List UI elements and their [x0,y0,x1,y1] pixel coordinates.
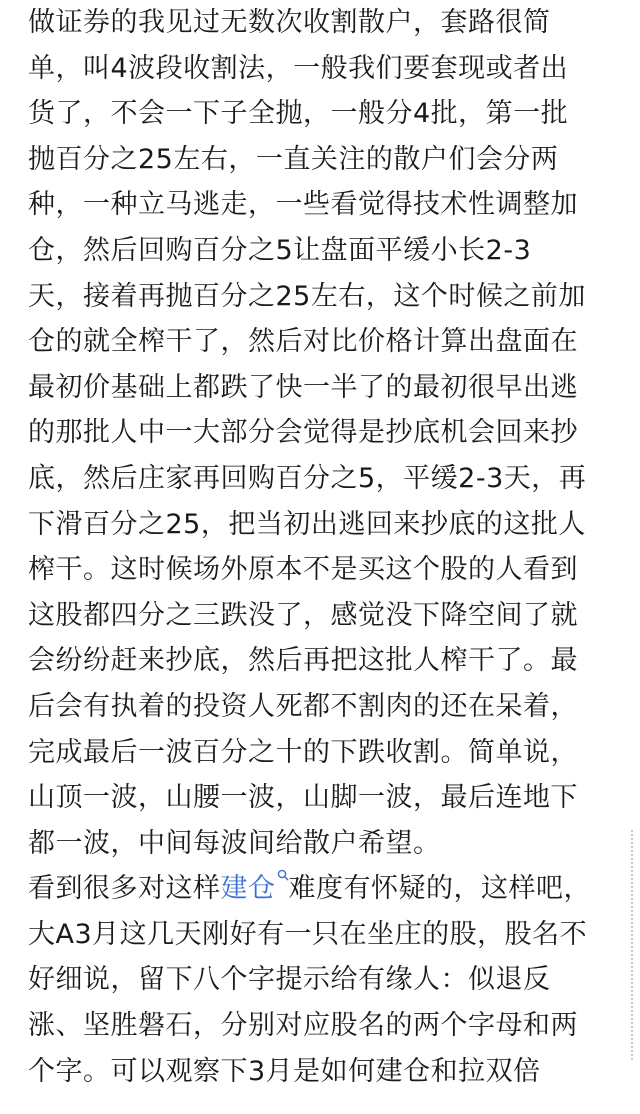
article-line: 好细说，留下八个字提示给有缘人：似退反 [28,964,551,996]
article-line: 抛百分之25左右，一直关注的散户们会分两 [28,143,559,175]
article-line: 做证券的我见过无数次收割散户，套路很简 [28,7,551,38]
article-line: 单，叫4波段收割法，一般我们要套现或者出 [28,52,569,84]
article-line-with-link [28,866,612,912]
article-line: 个字。可以观察下3月是如何建仓和拉双倍 [28,1055,541,1087]
article-line: 大A3月这几天刚好有一只在坐庄的股，股名不 [28,918,588,950]
keyword-link-jiancang[interactable] [221,873,289,904]
article-line: 山顶一波，山腰一波，山脚一波，最后连地下 [28,782,578,814]
article-line: 榨干。这时候场外原本不是买这个股的人看到 [28,554,578,586]
article-line: 的那批人中一大部分会觉得是抄底机会回来抄 [28,417,578,449]
link-line-suffix: 难度有怀疑的，这样吧， [288,873,591,905]
scrollbar[interactable] [631,830,637,1060]
article-line: 种，一种立马逃走，一些看觉得技术性调整加 [28,189,578,221]
article-line: 下滑百分之25，把当初出逃回来抄底的这批人 [28,508,586,540]
link-line-prefix: 看到很多对这样 [28,873,221,905]
article-line: 会纷纷赶来抄底，然后再把这批人榨干了。最 [28,645,578,677]
keyword-link-text[interactable]: 建仓 [220,873,276,905]
article-line: 都一波，中间每波间给散户希望。 [28,827,441,859]
article-line: 天，接着再抛百分之25左右，这个时候之前加 [28,280,586,312]
article-paragraph-2 [28,912,612,1094]
search-icon[interactable] [277,869,289,881]
article-paragraph-1 [28,0,612,866]
article-line: 最初价基础上都跌了快一半了的最初很早出逃 [28,371,578,403]
article-line: 涨、坚胜磐石，分别对应股名的两个字母和两 [28,1010,578,1042]
article-body [28,0,612,1114]
article-line: 仓，然后回购百分之5让盘面平缓小长2-3 [28,234,532,266]
article-line: 货了，不会一下子全抛，一般分4批，第一批 [28,98,569,130]
article-line: 这股都四分之三跌没了，感觉没下降空间了就 [28,599,578,631]
article-line: 底，然后庄家再回购百分之5，平缓2-3天，再 [28,462,587,494]
article-line: 完成最后一波百分之十的下跌收割。简单说， [28,736,578,768]
article-line-cutoff [28,1094,612,1114]
article-line: 后会有执着的投资人死都不割肉的还在呆着， [28,690,578,722]
article-line: 仓的就全榨干了，然后对比价格计算出盘面在 [28,326,578,358]
